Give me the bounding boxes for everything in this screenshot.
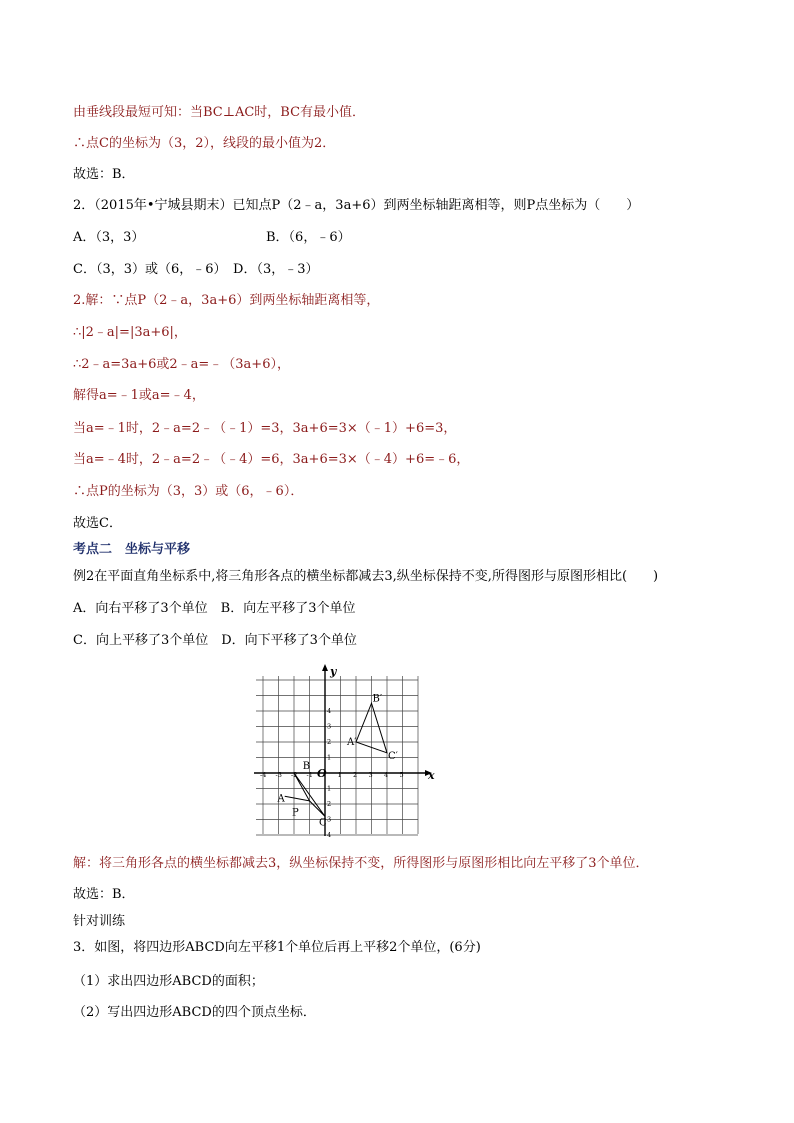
label-a-prime: A′ (347, 737, 357, 748)
y-axis-label: y (330, 665, 337, 678)
practice-heading: 针对训练 (73, 914, 126, 929)
example-solution: 解：将三角形各点的横坐标都减去3，纵坐标保持不变，所得图形与原图形相比向左平移了3个单位． (73, 856, 649, 871)
x-tick-label: -2 (291, 771, 298, 779)
text-line-3: 故选：B． (73, 167, 135, 182)
solution-line-3: ∴2﹣a=3a+6或2﹣a=﹣（3a+6）， (73, 357, 290, 372)
solution-line-6: 当a=﹣4时，2﹣a=2﹣（﹣4）=6，3a+6=3×（﹣4）+6=﹣6， (73, 452, 470, 467)
origin-label: O (317, 767, 327, 780)
section-heading: 考点二 坐标与平移 (73, 542, 191, 557)
label-a: A (277, 793, 285, 805)
y-tick-label: 3 (327, 722, 332, 731)
y-tick-label: 4 (327, 707, 332, 715)
label-c-prime: C′ (388, 750, 398, 762)
label-b-prime: B′ (372, 693, 383, 705)
question-3-part-2: （2）写出四边形ABCD的四个顶点坐标． (73, 1005, 316, 1020)
options-c-d: C．（3，3）或（6，﹣6） D．（3，﹣3） (73, 262, 319, 277)
x-tick-label: 3 (368, 771, 373, 779)
text-line-2: ∴点C的坐标为（3，2），线段的最小值为2． (73, 136, 336, 151)
example-2: 例2在平面直角坐标系中,将三角形各点的横坐标都减去3,纵坐标保持不变,所得图形与原图形相比( ) (73, 569, 659, 584)
solution-line-2: ∴|2﹣a|=|3a+6|， (73, 325, 187, 340)
label-b: B (302, 761, 311, 772)
y-axis-arrow (322, 664, 328, 671)
solution-line-4: 解得a=﹣1或a=﹣4， (73, 388, 205, 403)
x-tick-label: 5 (399, 771, 404, 779)
x-axis-label: x (428, 769, 435, 782)
x-tick-label: 1 (337, 771, 342, 779)
x-tick-label: -4 (260, 771, 267, 779)
question-2: 2．（2015年•宁城县期末）已知点P（2﹣a，3a+6）到两坐标轴距离相等，则P点坐标为（ ） (73, 198, 640, 213)
y-tick-label: 3 (327, 815, 332, 824)
y-tick-label: 4 (327, 831, 332, 839)
label-p: P (292, 807, 299, 819)
option-a: A．（3，3） (73, 230, 145, 245)
option-b: B．（6，﹣6） (266, 230, 351, 245)
solution-line-1: 2.解：∵点P（2﹣a，3a+6）到两坐标轴距离相等， (73, 293, 380, 308)
y-tick-label: 1 (327, 784, 332, 793)
example-options-c-d: C．向上平移了3个单位 D．向下平移了3个单位 (73, 633, 357, 648)
text-line-1: 由垂线段最短可知：当BC⊥AC时，BC有最小值． (73, 105, 366, 120)
x-tick-label: 2 (353, 771, 358, 779)
question-3: 3．如图，将四边形ABCD向左平移1个单位后再上平移2个单位，(6分) (73, 940, 481, 955)
example-answer: 故选：B． (73, 887, 135, 902)
label-c: C (319, 817, 327, 829)
x-tick-label: -1 (306, 771, 313, 779)
coordinate-figure (248, 664, 443, 840)
question-3-part-1: （1）求出四边形ABCD的面积； (73, 974, 264, 989)
x-tick-label: 4 (384, 771, 389, 779)
solution-answer: 故选C． (73, 516, 122, 531)
y-tick-label: 1 (327, 753, 332, 762)
solution-line-7: ∴点P的坐标为（3，3）或（6，﹣6）． (73, 484, 304, 499)
y-tick-label: 2 (327, 738, 332, 746)
segment-a-p (285, 796, 310, 801)
solution-line-5: 当a=﹣1时，2﹣a=2﹣（﹣1）=3，3a+6=3×（﹣1）+6=3， (73, 421, 457, 436)
y-tick-label: 2 (327, 800, 332, 808)
example-options-a-b: A．向右平移了3个单位 B．向左平移了3个单位 (73, 601, 356, 616)
x-tick-label: -3 (275, 771, 282, 779)
